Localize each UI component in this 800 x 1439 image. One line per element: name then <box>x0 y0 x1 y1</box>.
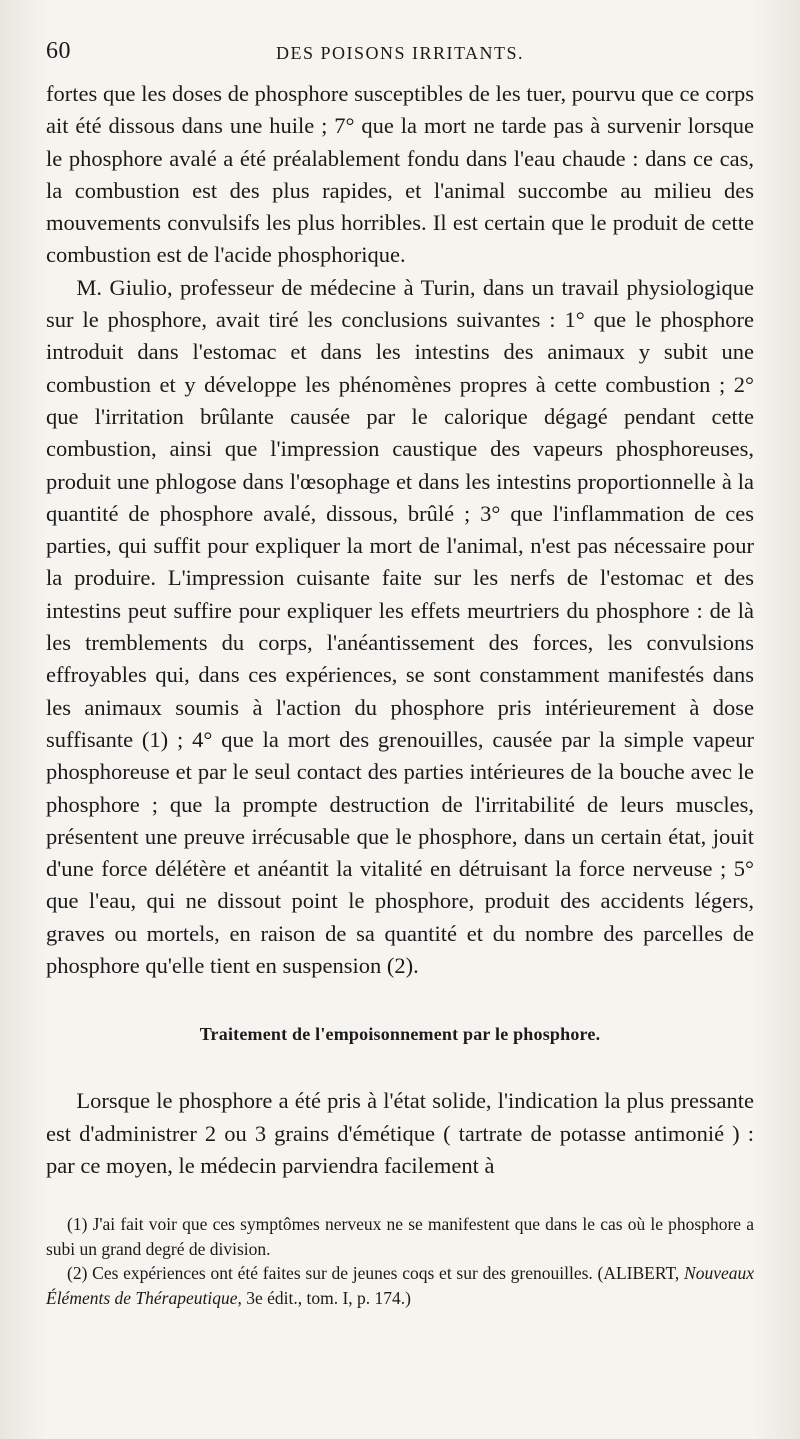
footnote-2-text: (2) Ces expériences ont été faites sur de jeunes coqs et sur des grenouilles. (ALIBERT, <box>67 1263 685 1284</box>
footnotes <box>46 1212 754 1310</box>
paragraph-treatment: Lorsque le phosphore a été pris à l'état solide, l'indication la plus pressante est d'administrer 2 ou 3 grains d'émétique ( tartrate de potasse antimonié ) : par ce moyen, le médecin parviendra facilement à <box>46 1088 754 1178</box>
running-title: DES POISONS IRRITANTS. <box>275 43 525 63</box>
footnote-2-book-title: Nouveaux Éléments de Thérapeutique <box>46 1263 754 1308</box>
footnote-2-citation: , 3e édit., tom. I, p. 174.) <box>237 1287 411 1308</box>
paragraph-giulio: M. Giulio, professeur de médecine à Turin, dans un travail physiologique sur le phosphore, avait tiré les conclusions suivantes : 1° que le phosphore introduit dans l'estomac et dans les intestins des animaux y subit une combustion et y développe les phénomènes propres à cette combustion ; 2° que l'irritation brûlante causée par le calorique dégagé pendant cette combustion, ainsi que l'impression caustique des vapeurs phosphoreuses, produit une phlogose dans l'œsophage et dans les intestins proportionnelle à la quantité de phosphore avalé, dissous, brûlé ; 3° que l'inflammation de ces parties, qui suffit pour expliquer la mort de l'animal, n'est pas nécessaire pour la produire. L'impression cuisante faite sur les nerfs de l'estomac et des intestins peut suffire pour expliquer les effets meurtriers du phosphore : de là les tremblements du corps, l'anéantissement des forces, les convulsions effroyables qui, dans ces expériences, se sont constamment manifestés dans les animaux soumis à l'action du phosphore pris intérieurement à dose suffisante (1) ; 4° que la mort des grenouilles, causée par la simple vapeur phosphoreuse et par le seul contact des parties intérieures de la bouche avec le phosphore ; que la prompte destruction de l'irritabilité de leurs muscles, présentent une preuve irrécusable que le phosphore, dans un certain état, jouit d'une force délétère et anéantit la vitalité en détruisant la force nerveuse ; 5° que l'eau, qui ne dissout point le phosphore, produit des accidents légers, graves ou mortels, en raison de sa quantité et du nombre des parcelles de phosphore qu'elle tient en suspension (2). <box>46 274 754 979</box>
page-number: 60 <box>46 38 71 64</box>
footnote-1: (1) J'ai fait voir que ces symptômes nerveux ne se manifestent que dans le cas où le phosphore a subi un grand degré de division. <box>46 1214 754 1259</box>
footnote-2 <box>46 1261 754 1310</box>
section-body <box>46 1085 754 1182</box>
paragraph-continued: fortes que les doses de phosphore susceptibles de les tuer, pourvu que ce corps ait été dissous dans une huile ; 7° que la mort ne tarde pas à survenir lorsque le phosphore avalé a été préalablement fondu dans l'eau chaude : dans ce cas, la combustion est des plus rapides, et l'animal succombe au milieu des mouvements convulsifs les plus horribles. Il est certain que le produit de cette combustion est de l'acide phosphorique. <box>46 81 754 268</box>
section-heading: Traitement de l'empoisonnement par le phosphore. <box>199 1024 601 1045</box>
body-text <box>46 78 754 982</box>
page-header <box>46 38 754 78</box>
